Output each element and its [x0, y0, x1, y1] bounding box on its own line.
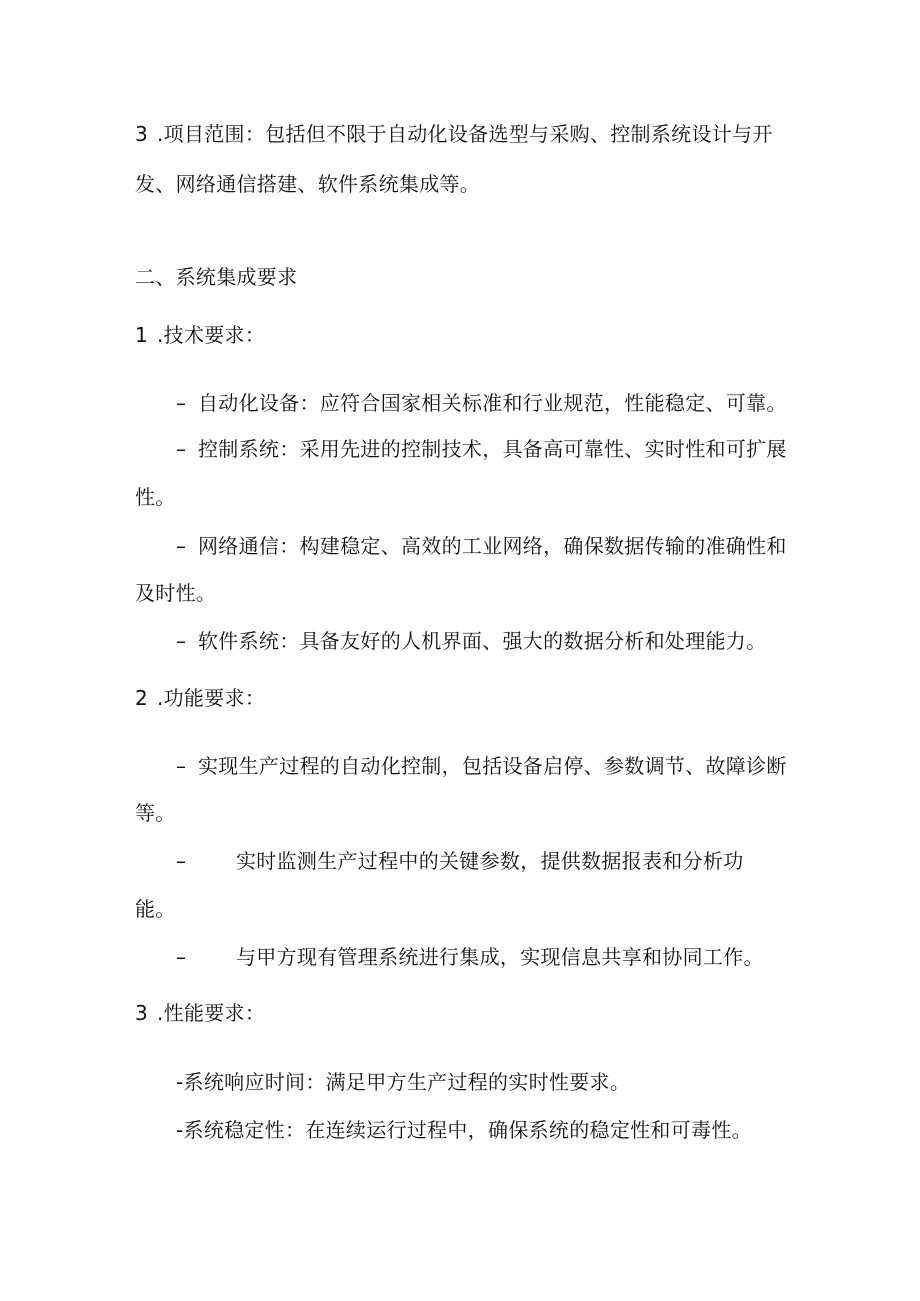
- tech-heading-text: .技术要求：: [157, 323, 266, 347]
- func-item-2-text: 实时监测生产过程中的关键参数，提供数据报表和分析功: [236, 849, 744, 873]
- bullet-dash: –: [176, 849, 187, 873]
- bullet-dash: –: [176, 945, 187, 969]
- func-heading: [135, 685, 265, 711]
- perf-item-2: -系统稳定性：在连续运行过程中，确保系统的稳定性和可毒性。: [176, 1118, 752, 1142]
- tech-item-4: [176, 628, 766, 654]
- bullet-dash: –: [176, 629, 187, 653]
- bullet-dash: –: [176, 437, 187, 461]
- func-item-2-cont: 能。: [135, 897, 176, 921]
- tech-item-3-text: 网络通信：构建稳定、高效的工业网络，确保数据传输的准确性和: [198, 534, 787, 558]
- tech-heading: [135, 322, 265, 348]
- perf-number: 3: [135, 1001, 149, 1025]
- func-item-3-text: 与甲方现有管理系统进行集成，实现信息共享和协同工作。: [236, 945, 764, 969]
- func-heading-text: .功能要求：: [157, 686, 266, 710]
- func-item-1-text: 实现生产过程的自动化控制，包括设备启停、参数调节、故障诊断: [198, 754, 787, 778]
- func-number: 2: [135, 686, 149, 710]
- scope-line-1: [135, 121, 773, 147]
- tech-item-4-text: 软件系统：具备友好的人机界面、强大的数据分析和处理能力。: [198, 629, 767, 653]
- tech-number: 1: [135, 323, 149, 347]
- func-item-2: [176, 848, 744, 874]
- perf-item-1: -系统响应时间：满足甲方生产过程的实时性要求。: [176, 1070, 631, 1094]
- scope-line-2: [135, 171, 480, 197]
- tech-item-3-cont: 及时性。: [135, 581, 217, 605]
- tech-item-2: [176, 436, 787, 462]
- tech-item-1: [176, 390, 787, 416]
- func-item-3: [176, 944, 764, 970]
- scope-number: 3: [135, 122, 149, 146]
- bullet-dash: –: [176, 391, 187, 415]
- perf-heading-text: .性能要求：: [157, 1001, 266, 1025]
- section-heading: 二、系统集成要求: [135, 265, 298, 289]
- bullet-dash: –: [176, 754, 187, 778]
- func-item-1-cont: 等。: [135, 801, 176, 825]
- bullet-dash: –: [176, 534, 187, 558]
- tech-item-3: [176, 533, 787, 559]
- tech-item-2-text: 控制系统：采用先进的控制技术，具备高可靠性、实时性和可扩展: [198, 437, 787, 461]
- perf-heading: [135, 1000, 265, 1026]
- scope-text-2: 发、网络通信搭建、软件系统集成等。: [135, 172, 481, 196]
- tech-item-1-text: 自动化设备：应符合国家相关标准和行业规范，性能稳定、可靠。: [198, 391, 787, 415]
- func-item-1: [176, 753, 787, 779]
- tech-item-2-cont: 性。: [135, 485, 176, 509]
- scope-text-1: .项目范围：包括但不限于自动化设备选型与采购、控制系统设计与开: [157, 122, 773, 146]
